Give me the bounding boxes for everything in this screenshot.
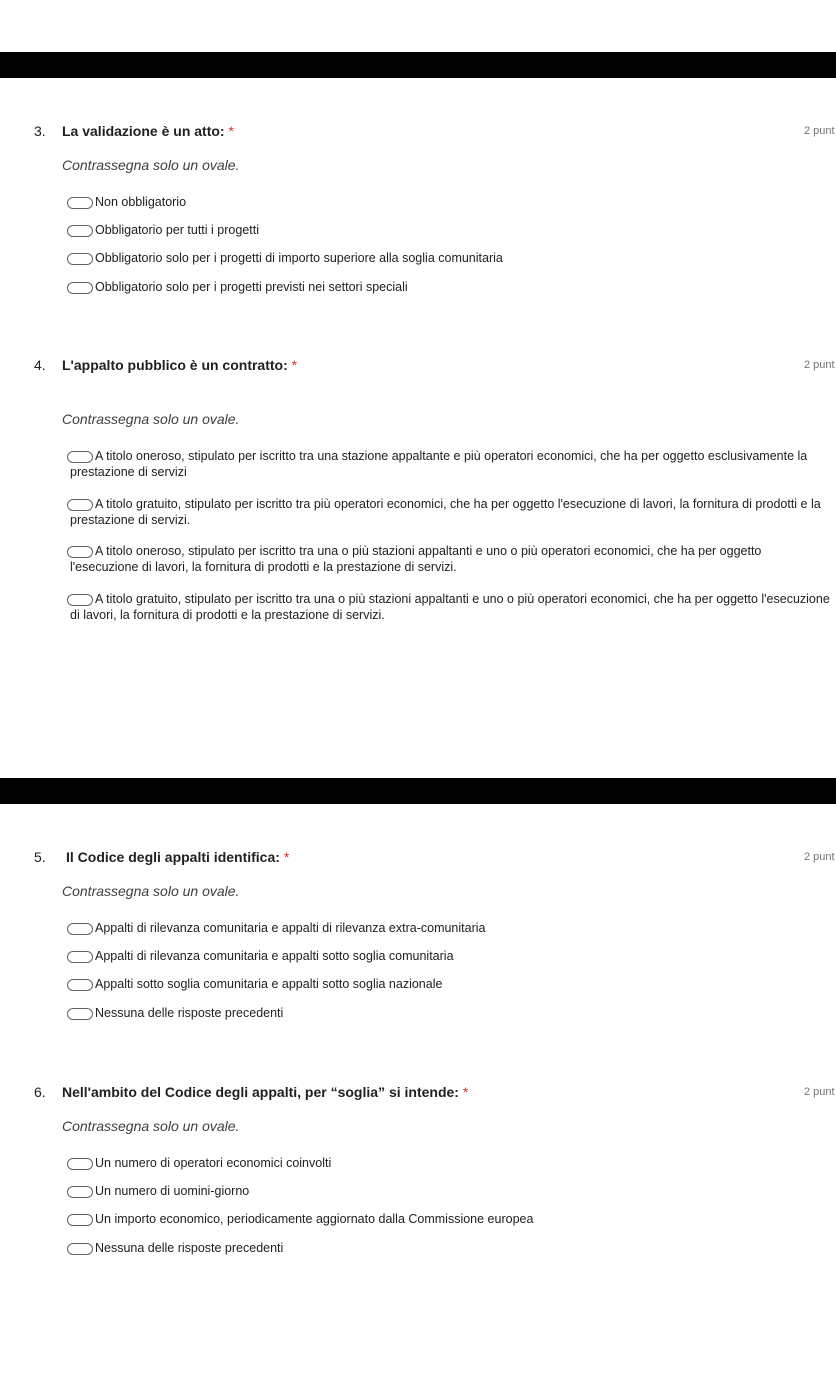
- question-number: 4.: [34, 357, 46, 373]
- question-instruction: Contrassegna solo un ovale.: [62, 157, 240, 173]
- middle-black-bar: [0, 778, 836, 804]
- required-mark: *: [291, 357, 298, 373]
- radio-oval-icon[interactable]: [67, 451, 93, 463]
- radio-oval-icon[interactable]: [67, 546, 93, 558]
- answer-option[interactable]: A titolo oneroso, stipulato per iscritto tra una stazione appaltante e più operatori economici, che ha per oggetto esclusivamente la prestazione di servizi: [70, 448, 832, 480]
- answer-option[interactable]: A titolo gratuito, stipulato per iscritto tra una o più stazioni appaltanti e uno o più operatori economici, che ha per oggetto l'esecuzione di lavori, la fornitura di prodotti e la prestazione di servizi.: [70, 591, 832, 623]
- radio-oval-icon[interactable]: [67, 951, 93, 963]
- question-number: 5.: [34, 849, 46, 865]
- answer-option[interactable]: Un numero di operatori economici coinvolti: [70, 1155, 830, 1171]
- question-instruction: Contrassegna solo un ovale.: [62, 411, 240, 427]
- radio-oval-icon[interactable]: [67, 225, 93, 237]
- answer-option[interactable]: Nessuna delle risposte precedenti: [70, 1240, 830, 1256]
- required-mark: *: [228, 123, 234, 139]
- question-points: 2 punt: [804, 1086, 835, 1098]
- radio-oval-icon[interactable]: [67, 594, 93, 606]
- radio-oval-icon[interactable]: [67, 499, 93, 511]
- radio-oval-icon[interactable]: [67, 197, 93, 209]
- answer-option[interactable]: Obbligatorio per tutti i progetti: [70, 222, 830, 238]
- answer-option[interactable]: Nessuna delle risposte precedenti: [70, 1005, 830, 1021]
- radio-oval-icon[interactable]: [67, 1008, 93, 1020]
- radio-oval-icon[interactable]: [67, 253, 93, 265]
- radio-oval-icon[interactable]: [67, 1158, 93, 1170]
- question-header: [0, 1083, 836, 1103]
- question-title: Il Codice degli appalti identifica: *: [66, 849, 290, 865]
- answer-option[interactable]: Non obbligatorio: [70, 194, 830, 210]
- radio-oval-icon[interactable]: [67, 282, 93, 294]
- radio-oval-icon[interactable]: [67, 979, 93, 991]
- answer-option[interactable]: Obbligatorio solo per i progetti di importo superiore alla soglia comunitaria: [70, 250, 830, 266]
- question-points: 2 punt: [804, 851, 835, 863]
- answer-option[interactable]: Appalti di rilevanza comunitaria e appalti di rilevanza extra-comunitaria: [70, 920, 830, 936]
- top-black-bar: [0, 52, 836, 78]
- question-header: [0, 848, 836, 868]
- answer-option[interactable]: A titolo gratuito, stipulato per iscritto tra più operatori economici, che ha per oggetto l'esecuzione di lavori, la fornitura di prodotti e la prestazione di servizi.: [70, 496, 832, 528]
- question-title: L'appalto pubblico è un contratto: *: [62, 357, 298, 373]
- question-instruction: Contrassegna solo un ovale.: [62, 1118, 240, 1134]
- question-points: 2 punt: [804, 125, 835, 137]
- question-number: 6.: [34, 1084, 46, 1100]
- radio-oval-icon[interactable]: [67, 1243, 93, 1255]
- question-header: [0, 122, 836, 142]
- question-title: La validazione è un atto: *: [62, 123, 234, 139]
- question-title: Nell'ambito del Codice degli appalti, per “soglia” si intende: *: [62, 1084, 469, 1100]
- question-instruction: Contrassegna solo un ovale.: [62, 883, 240, 899]
- question-number: 3.: [34, 123, 46, 139]
- question-header: [0, 356, 836, 376]
- answer-option[interactable]: Obbligatorio solo per i progetti previsti nei settori speciali: [70, 279, 830, 295]
- answer-option[interactable]: Appalti sotto soglia comunitaria e appalti sotto soglia nazionale: [70, 976, 830, 992]
- radio-oval-icon[interactable]: [67, 1214, 93, 1226]
- required-mark: *: [462, 1084, 469, 1100]
- radio-oval-icon[interactable]: [67, 1186, 93, 1198]
- answer-option[interactable]: Un numero di uomini-giorno: [70, 1183, 830, 1199]
- answer-option[interactable]: Un importo economico, periodicamente aggiornato dalla Commissione europea: [70, 1211, 830, 1227]
- required-mark: *: [283, 849, 290, 865]
- question-points: 2 punt: [804, 359, 835, 371]
- answer-option[interactable]: A titolo oneroso, stipulato per iscritto tra una o più stazioni appaltanti e uno o più operatori economici, che ha per oggetto l'esecuzione di lavori, la fornitura di prodotti e la prestazione di servizi.: [70, 543, 832, 575]
- answer-option[interactable]: Appalti di rilevanza comunitaria e appalti sotto soglia comunitaria: [70, 948, 830, 964]
- radio-oval-icon[interactable]: [67, 923, 93, 935]
